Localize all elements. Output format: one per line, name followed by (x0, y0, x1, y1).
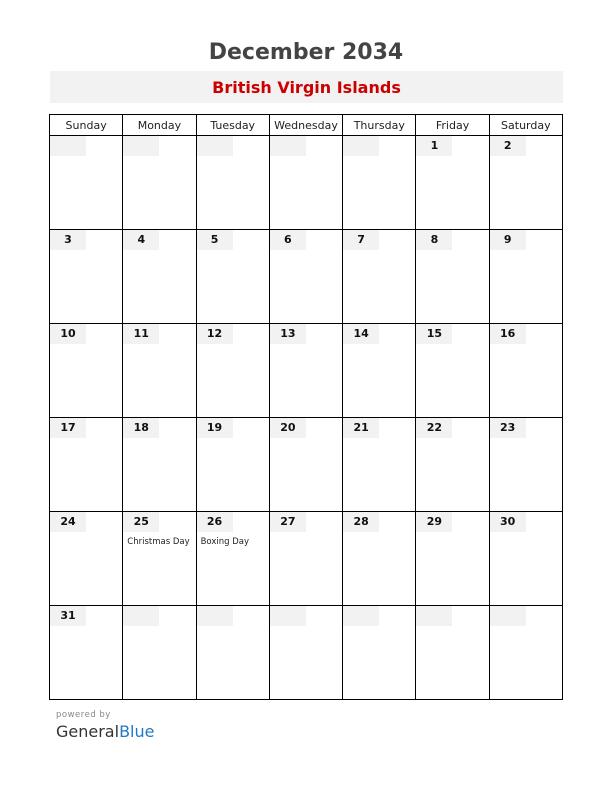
day-number: 1 (416, 136, 452, 156)
holiday-label: Christmas Day (127, 537, 190, 547)
region-subtitle: British Virgin Islands (212, 78, 401, 97)
day-cell (123, 136, 196, 230)
day-number: 27 (270, 512, 306, 532)
day-cell (196, 324, 269, 418)
brand-blue: Blue (119, 722, 155, 741)
subtitle-bar (50, 71, 563, 103)
page-title: December 2034 (208, 40, 404, 65)
day-number: 30 (490, 512, 526, 532)
day-number: 9 (490, 230, 526, 250)
day-number: 23 (490, 418, 526, 438)
day-number (123, 606, 159, 626)
day-cell (489, 136, 562, 230)
powered-by-text: powered by (56, 710, 111, 720)
week-row (50, 512, 563, 606)
day-number (123, 136, 159, 156)
day-number: 18 (123, 418, 159, 438)
day-number: 16 (490, 324, 526, 344)
week-row (50, 324, 563, 418)
holiday-label: Boxing Day (200, 537, 249, 547)
day-cell (269, 136, 342, 230)
day-cell (50, 136, 123, 230)
day-cell (416, 136, 489, 230)
day-number: 20 (270, 418, 306, 438)
weekday-header: Tuesday (196, 115, 269, 136)
day-cell (50, 324, 123, 418)
day-cell (343, 512, 416, 606)
day-cell (50, 230, 123, 324)
day-number (270, 606, 306, 626)
day-number: 29 (416, 512, 452, 532)
brand-general: General (56, 722, 120, 741)
week-row (50, 606, 563, 700)
day-number: 15 (416, 324, 452, 344)
day-cell (196, 418, 269, 512)
day-number (50, 136, 86, 156)
day-number (197, 136, 233, 156)
weekday-header: Sunday (50, 115, 123, 136)
week-row (50, 230, 563, 324)
day-cell (343, 324, 416, 418)
day-number: 17 (50, 418, 86, 438)
day-number: 11 (123, 324, 159, 344)
weekday-header-row (50, 115, 563, 136)
day-number (343, 606, 379, 626)
weekday-header: Monday (123, 115, 196, 136)
weekday-header: Wednesday (269, 115, 342, 136)
day-number: 13 (270, 324, 306, 344)
day-number: 10 (50, 324, 86, 344)
day-cell (123, 512, 196, 606)
day-cell (489, 324, 562, 418)
day-number: 2 (490, 136, 526, 156)
day-number: 22 (416, 418, 452, 438)
day-cell (269, 418, 342, 512)
day-cell (50, 606, 123, 700)
day-number: 4 (123, 230, 159, 250)
day-number: 14 (343, 324, 379, 344)
day-cell (269, 512, 342, 606)
day-number (270, 136, 306, 156)
weekday-header: Thursday (343, 115, 416, 136)
week-row (50, 136, 563, 230)
day-cell (416, 512, 489, 606)
day-cell (196, 606, 269, 700)
day-cell (123, 230, 196, 324)
day-cell (269, 324, 342, 418)
day-cell (50, 418, 123, 512)
day-cell (416, 418, 489, 512)
day-cell (343, 230, 416, 324)
calendar-body (50, 136, 563, 700)
day-cell (416, 230, 489, 324)
day-cell (489, 230, 562, 324)
day-cell (196, 512, 269, 606)
day-cell (416, 324, 489, 418)
day-number: 5 (197, 230, 233, 250)
day-number (416, 606, 452, 626)
day-cell (123, 606, 196, 700)
weekday-header: Saturday (489, 115, 562, 136)
weekday-header: Friday (416, 115, 489, 136)
day-number (197, 606, 233, 626)
day-cell (343, 136, 416, 230)
week-row (50, 418, 563, 512)
day-cell (489, 418, 562, 512)
day-cell (196, 136, 269, 230)
day-number: 24 (50, 512, 86, 532)
day-number: 6 (270, 230, 306, 250)
day-number: 28 (343, 512, 379, 532)
day-number: 21 (343, 418, 379, 438)
calendar-grid (49, 114, 563, 700)
brand-logo (56, 722, 154, 741)
day-number: 12 (197, 324, 233, 344)
day-cell (196, 230, 269, 324)
day-cell (123, 418, 196, 512)
day-cell (343, 606, 416, 700)
day-cell (269, 606, 342, 700)
day-cell (416, 606, 489, 700)
day-number: 3 (50, 230, 86, 250)
day-number: 26 (197, 512, 233, 532)
day-number (343, 136, 379, 156)
day-cell (269, 230, 342, 324)
day-number: 31 (50, 606, 86, 626)
day-cell (489, 606, 562, 700)
day-cell (50, 512, 123, 606)
day-number: 25 (123, 512, 159, 532)
day-number (490, 606, 526, 626)
day-cell (123, 324, 196, 418)
day-cell (343, 418, 416, 512)
day-number: 7 (343, 230, 379, 250)
day-cell (489, 512, 562, 606)
day-number: 8 (416, 230, 452, 250)
footer (56, 710, 154, 741)
day-number: 19 (197, 418, 233, 438)
